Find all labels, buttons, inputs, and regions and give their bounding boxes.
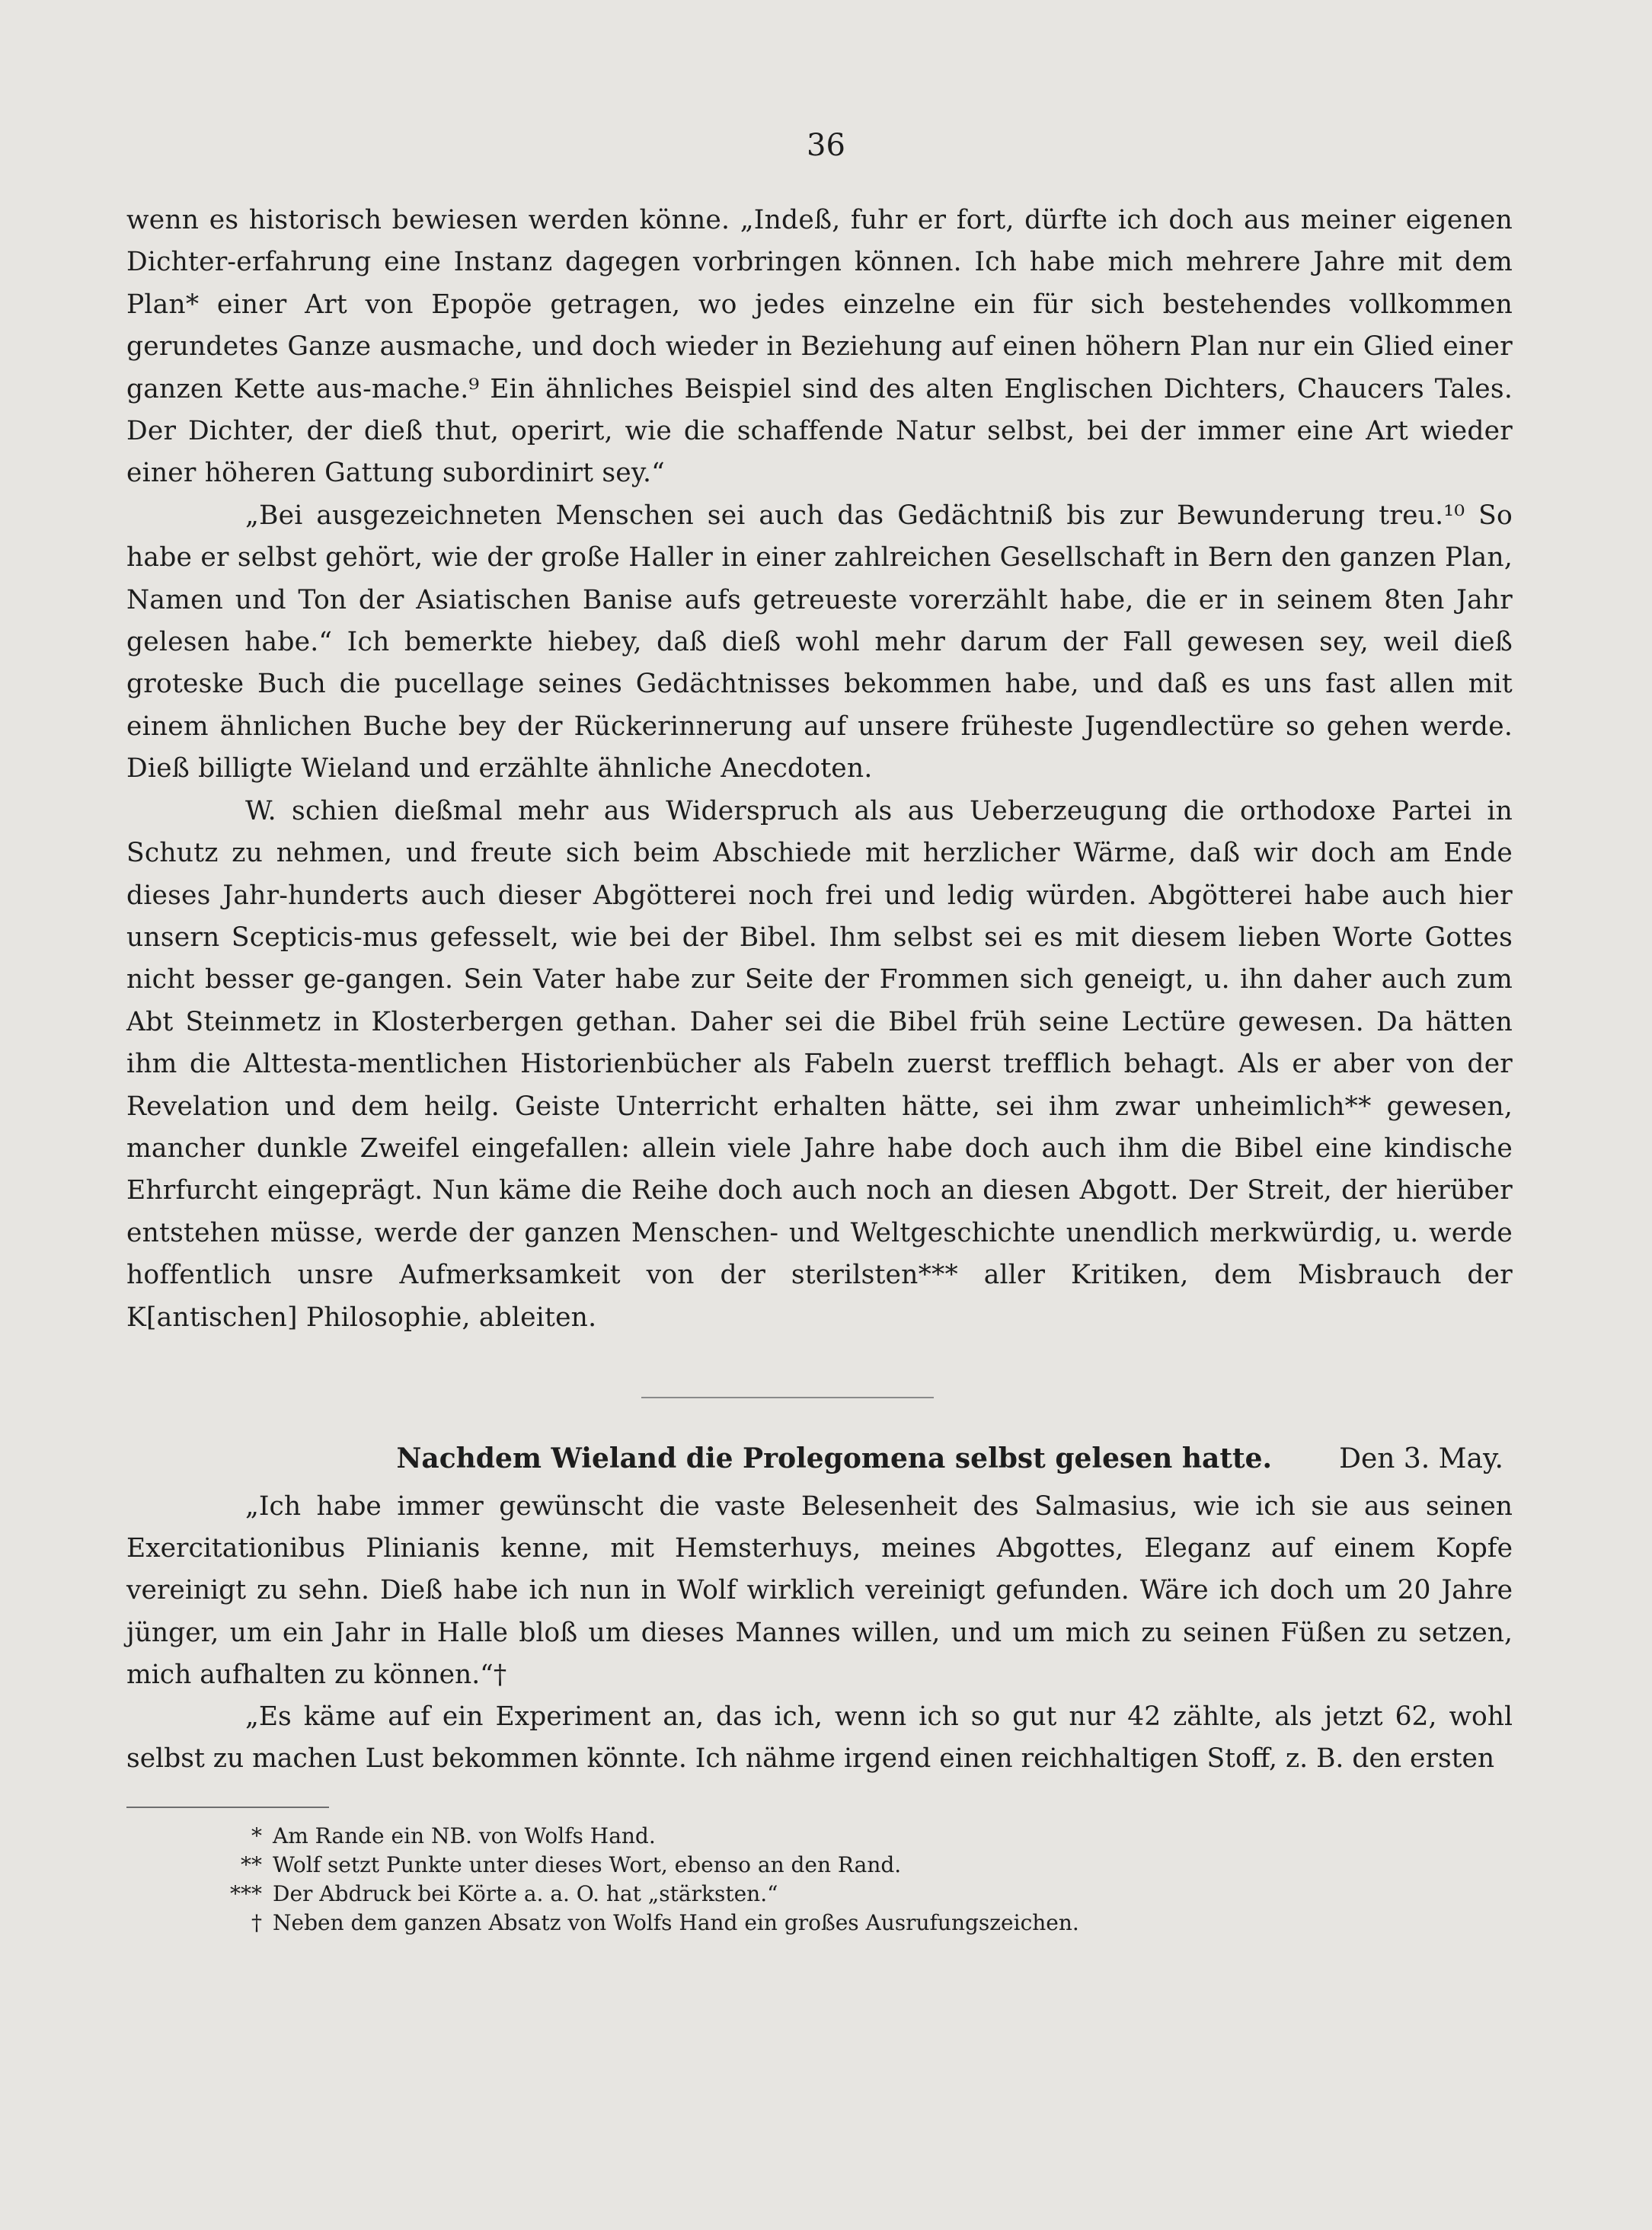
footnote-text: Wolf setzt Punkte unter dieses Wort, ebenso an den Rand. xyxy=(273,1852,902,1877)
footnote-text: Neben dem ganzen Absatz von Wolfs Hand ein großes Ausrufungszeichen. xyxy=(273,1910,1079,1935)
section-title: Nachdem Wieland die Prolegomena selbst gelesen hatte. xyxy=(396,1442,1273,1474)
section xyxy=(126,1438,1513,1780)
footnote-divider xyxy=(126,1807,329,1808)
main-text xyxy=(126,200,1513,1339)
footnote-mark: *** xyxy=(230,1881,262,1906)
paragraph: wenn es historisch bewiesen werden könne. „Indeß, fuhr er fort, dürfte ich doch aus meiner eigenen Dichter-erfahrung eine Instanz dagegen vorbringen können. Ich habe mich mehrere Jahre mit dem Plan* einer Art von Epopöe getragen, wo jedes einzelne ein für sich bestehendes vollkommen gerundetes Ganze ausmache, und doch wieder in Beziehung auf einen höhern Plan nur ein Glied einer ganzen Kette aus-mache.⁹ Ein ähnliches Beispiel sind des alten Englischen Dichters, Chaucers Tales. Der Dichter, der dieß thut, operirt, wie die schaffende Natur selbst, bei der immer eine Art wieder einer höheren Gattung subordinirt sey.“ xyxy=(126,205,1513,489)
page-number: 36 xyxy=(807,128,845,163)
footnotes xyxy=(201,1822,1267,1938)
paragraph: „Bei ausgezeichneten Menschen sei auch das Gedächtniß bis zur Bewunderung treu.¹⁰ So habe er selbst gehört, wie der große Haller in einer zahlreichen Gesellschaft in Bern den ganzen Plan, Namen und Ton der Asiatischen Banise aufs getreueste vorerzählt habe, die er in seinem 8ten Jahr gelesen habe.“ Ich bemerkte hiebey, daß dieß wohl mehr darum der Fall gewesen sey, weil dieß groteske Buch die pucellage seines Gedächtnisses bekommen habe, und daß es uns fast allen mit einem ähnlichen Buche bey der Rückerinnerung auf unsere früheste Jugendlectüre so gehen werde. Dieß billigte Wieland und erzählte ähnliche Anecdoten. xyxy=(126,500,1513,784)
paragraph: W. schien dießmal mehr aus Widerspruch als aus Ueberzeugung die orthodoxe Partei in Schutz zu nehmen, und freute sich beim Abschiede mit herzlicher Wärme, daß wir doch am Ende dieses Jahr-hunderts auch dieser Abgötterei noch frei und ledig würden. Abgötterei habe auch hier unsern Scepticis-mus gefesselt, wie bei der Bibel. Ihm selbst sei es mit diesem lieben Worte Gottes nicht besser ge-gangen. Sein Vater habe zur Seite der Frommen sich geneigt, u. ihn daher auch zum Abt Steinmetz in Klosterbergen gethan. Daher sei die Bibel früh seine Lectüre gewesen. Da hätten ihm die Alttesta-mentlichen Historienbücher als Fabeln zuerst trefflich behagt. Als er aber von der Revelation und dem heilg. Geiste Unterricht erhalten hätte, sei ihm zwar unheimlich** gewesen, mancher dunkle Zweifel eingefallen: allein viele Jahre habe doch auch ihm die Bibel eine kindische Ehrfurcht eingeprägt. Nun käme die Reihe doch auch noch an diesen Abgott. Der Streit, der hierüber entstehen müsse, werde der ganzen Menschen- und Weltgeschichte unendlich merkwürdig, u. werde hoffentlich unsre Aufmerksamkeit von der sterilsten*** aller Kritiken, dem Misbrauch der K[antischen] Philosophie, ableiten. xyxy=(126,795,1513,1333)
paragraph: „Es käme auf ein Experiment an, das ich, wenn ich so gut nur 42 zählte, als jetzt 62, wohl selbst zu machen Lust bekommen könnte. Ich nähme irgend einen reichhaltigen Stoff, z. B. den ersten xyxy=(126,1701,1513,1775)
footnote xyxy=(201,1851,1267,1880)
footnote-text: Der Abdruck bei Körte a. a. O. hat „stärksten.“ xyxy=(273,1881,778,1906)
footnote-mark: ** xyxy=(241,1852,262,1877)
footnote-mark: † xyxy=(251,1910,262,1935)
footnote-text: Am Rande ein NB. von Wolfs Hand. xyxy=(273,1823,656,1848)
section-heading xyxy=(126,1438,1513,1480)
footnote xyxy=(201,1822,1267,1851)
section-date: Den 3. May. xyxy=(1339,1443,1503,1474)
section-divider xyxy=(641,1397,934,1398)
paragraph: „Ich habe immer gewünscht die vaste Belesenheit des Salmasius, wie ich sie aus seinen Exercitationibus Plinianis kenne, mit Hemsterhuys, meines Abgottes, Eleganz auf einem Kopfe vereinigt zu sehn. Dieß habe ich nun in Wolf wirklich vereinigt gefunden. Wäre ich doch um 20 Jahre jünger, um ein Jahr in Halle bloß um dieses Mannes willen, und um mich zu seinen Füßen zu setzen, mich aufhalten zu können.“† xyxy=(126,1491,1513,1690)
footnote xyxy=(201,1880,1267,1909)
footnote xyxy=(201,1909,1267,1938)
footnote-mark: * xyxy=(251,1823,262,1848)
